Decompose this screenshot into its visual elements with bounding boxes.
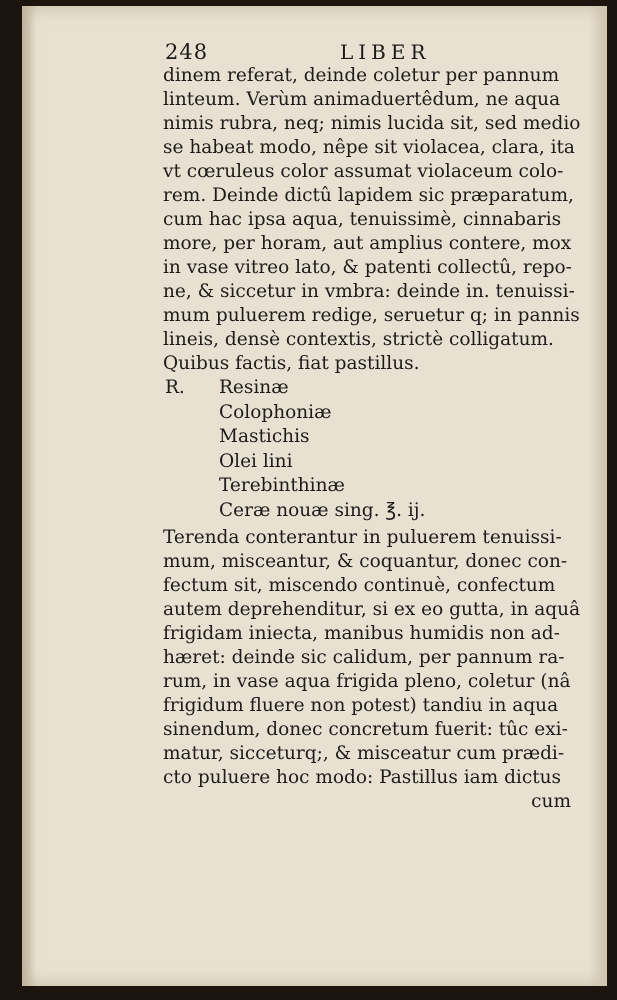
page-header xyxy=(165,40,575,66)
catchword: cum xyxy=(531,790,571,812)
text-line: nimis rubra, neq; nimis lucida sit, sed medio xyxy=(163,113,581,134)
text-line: linteum. Verùm animaduertêdum, ne aqua xyxy=(163,89,561,110)
recipe-symbol: R. xyxy=(165,377,185,398)
text-line: rum, in vase aqua frigida pleno, coletur (nâ xyxy=(163,670,571,692)
page-gutter-shadow xyxy=(22,6,36,986)
page-edge-shadow xyxy=(589,6,607,986)
text-line: Terenda conterantur in puluerem tenuissi- xyxy=(163,526,562,548)
page-number: 248 xyxy=(165,40,209,64)
recipe-list xyxy=(163,376,583,524)
paragraph-1 xyxy=(163,64,583,376)
text-line: hæret: deinde sic calidum, per pannum ra- xyxy=(163,646,565,668)
ingredient: Ceræ nouæ sing. ℥. ij. xyxy=(219,499,426,521)
paragraph-2 xyxy=(163,526,583,790)
recipe-row xyxy=(163,401,583,426)
recipe-row xyxy=(163,499,583,524)
text-line: more, per horam, aut amplius contere, mox xyxy=(163,233,572,254)
ingredient: Terebinthinæ xyxy=(219,475,345,497)
text-line: rem. Deinde dictû lapidem sic præparatum, xyxy=(163,185,574,206)
running-title: LIBER xyxy=(340,40,431,64)
text-line: autem deprehenditur, si ex eo gutta, in aquâ xyxy=(163,598,581,620)
text-line: cum hac ipsa aqua, tenuissimè, cinnabaris xyxy=(163,209,562,230)
text-line: mum, misceantur, & coquantur, donec con- xyxy=(163,550,568,572)
recipe-row xyxy=(163,474,583,499)
text-line: ne, & siccetur in vmbra: deinde in. tenuissi- xyxy=(163,281,575,302)
text-line: frigidum fluere non potest) tandiu in aqua xyxy=(163,694,559,716)
text-line: sinendum, donec concretum fuerit: tûc exi- xyxy=(163,718,568,740)
text-line: mum puluerem redige, seruetur q; in pannis xyxy=(163,305,580,326)
recipe-row xyxy=(163,376,583,401)
recipe-row xyxy=(163,450,583,475)
ingredient: Colophoniæ xyxy=(219,401,332,423)
ingredient: Resinæ xyxy=(219,377,289,398)
page-text xyxy=(163,64,583,814)
text-line: dinem referat, deinde coletur per pannum xyxy=(163,65,560,86)
text-line: lineis, densè contextis, strictè colligatum. xyxy=(163,329,554,350)
text-line: in vase vitreo lato, & patenti collectû, repo- xyxy=(163,257,572,278)
text-line: frigidam iniecta, manibus humidis non ad- xyxy=(163,622,560,644)
ingredient: Olei lini xyxy=(219,450,293,472)
text-line: fectum sit, miscendo continuè, confectum xyxy=(163,574,556,596)
ingredient: Mastichis xyxy=(219,426,310,448)
text-line: se habeat modo, nêpe sit violacea, clara, ita xyxy=(163,137,575,158)
text-line: cto puluere hoc modo: Pastillus iam dictus xyxy=(163,766,562,788)
text-line: Quibus factis, fiat pastillus. xyxy=(163,353,420,374)
text-line: vt cœruleus color assumat violaceum colo- xyxy=(163,161,564,182)
text-line: matur, sicceturq;, & misceatur cum prædi- xyxy=(163,742,565,764)
recipe-row xyxy=(163,425,583,450)
